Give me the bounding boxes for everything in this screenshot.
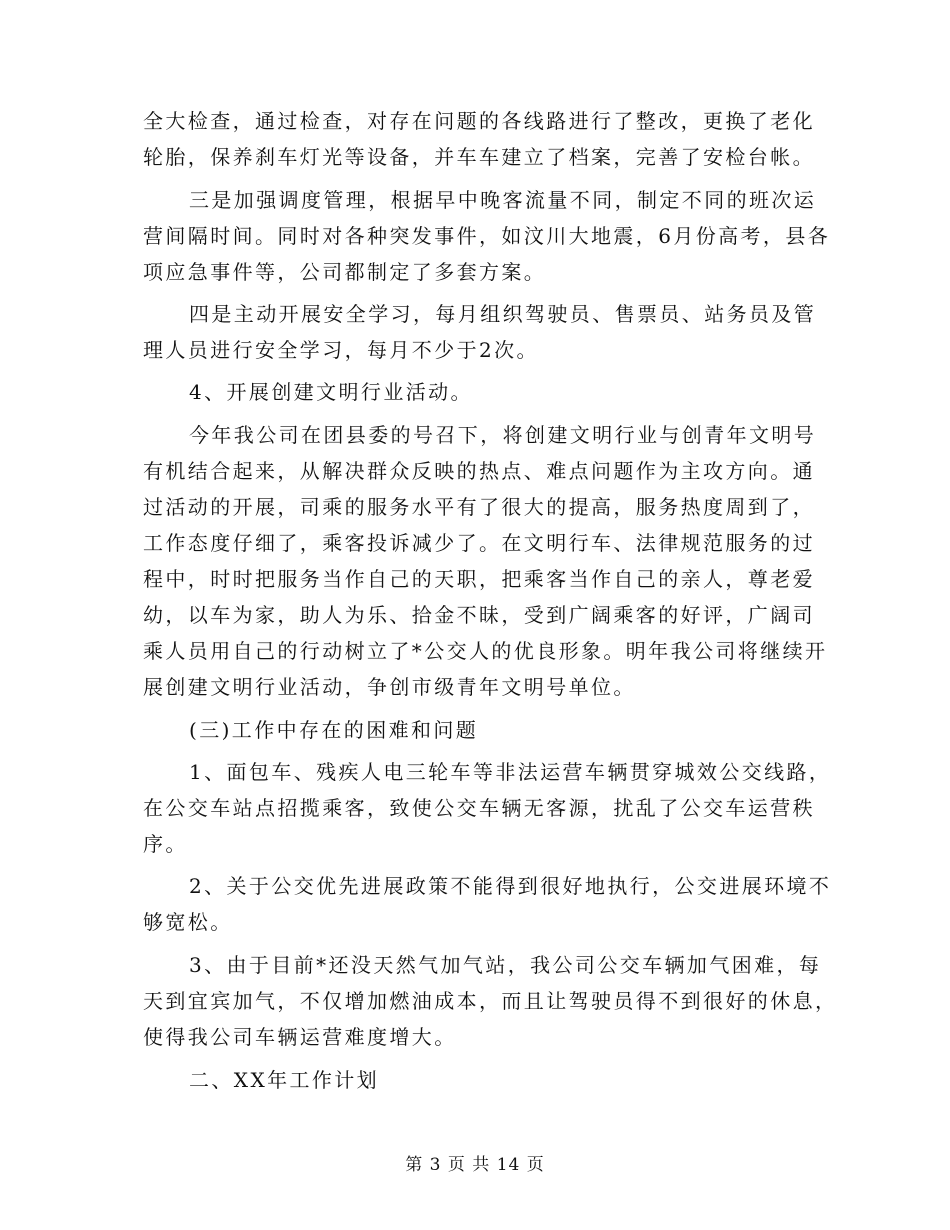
section-heading-4: 4、开展创建文明行业活动。	[189, 380, 473, 404]
text-line: 序。	[143, 832, 188, 856]
section-heading-3: (三)工作中存在的困难和问题	[189, 718, 479, 742]
text-line: 过活动的开展，司乘的服务水平有了很大的提高，服务热度周到了，	[143, 495, 815, 519]
paragraph-start-line: 1、面包车、残疾人电三轮车等非法运营车辆贯穿城效公交线路，	[189, 760, 832, 784]
text-line: 在公交车站点招揽乘客，致使公交车辆无客源，扰乱了公交车运营秩	[143, 796, 815, 820]
text-line: 工作态度仔细了，乘客投诉减少了。在文明行车、法律规范服务的过	[143, 531, 815, 555]
paragraph-start-line: 2、关于公交优先进展政策不能得到很好地执行，公交进展环境不	[189, 874, 832, 898]
text-line: 项应急事件等，公司都制定了多套方案。	[143, 260, 547, 284]
text-line: 够宽松。	[143, 910, 233, 934]
text-line: 理人员进行安全学习，每月不少于2次。	[143, 338, 539, 362]
paragraph-start-line: 四是主动开展安全学习，每月组织驾驶员、售票员、站务员及管	[189, 302, 817, 326]
page-footer: 第 3 页 共 14 页	[405, 1155, 545, 1175]
text-line: 轮胎，保养刹车灯光等设备，并车车建立了档案，完善了安检台帐。	[143, 145, 815, 169]
text-line: 幼，以车为家，助人为乐、拾金不昧，受到广阔乘客的好评，广阔司	[143, 603, 815, 627]
text-line: 使得我公司车辆运营难度增大。	[143, 1025, 457, 1049]
text-line: 有机结合起来，从解决群众反映的热点、难点问题作为主攻方向。通	[143, 459, 815, 483]
text-line: 展创建文明行业活动，争创市级青年文明号单位。	[143, 675, 636, 699]
section-heading-2: 二、XX年工作计划	[189, 1068, 380, 1092]
text-line: 营间隔时间。同时对各种突发事件，如汶川大地震，6月份高考，县各	[143, 224, 831, 248]
text-line: 天到宜宾加气，不仅增加燃油成本，而且让驾驶员得不到很好的休息，	[143, 989, 838, 1013]
text-line: 全大检查，通过检查，对存在问题的各线路进行了整改，更换了老化	[143, 109, 815, 133]
paragraph-start-line: 三是加强调度管理，根据早中晚客流量不同，制定不同的班次运	[189, 188, 817, 212]
paragraph-start-line: 今年我公司在团县委的号召下，将创建文明行业与创青年文明号	[189, 423, 817, 447]
text-line: 程中，时时把服务当作自己的天职，把乘客当作自己的亲人，尊老爱	[143, 567, 815, 591]
paragraph-start-line: 3、由于目前*还没天然气加气站，我公司公交车辆加气困难，每	[189, 953, 822, 977]
text-line: 乘人员用自己的行动树立了*公交人的优良形象。明年我公司将继续开	[143, 639, 828, 663]
